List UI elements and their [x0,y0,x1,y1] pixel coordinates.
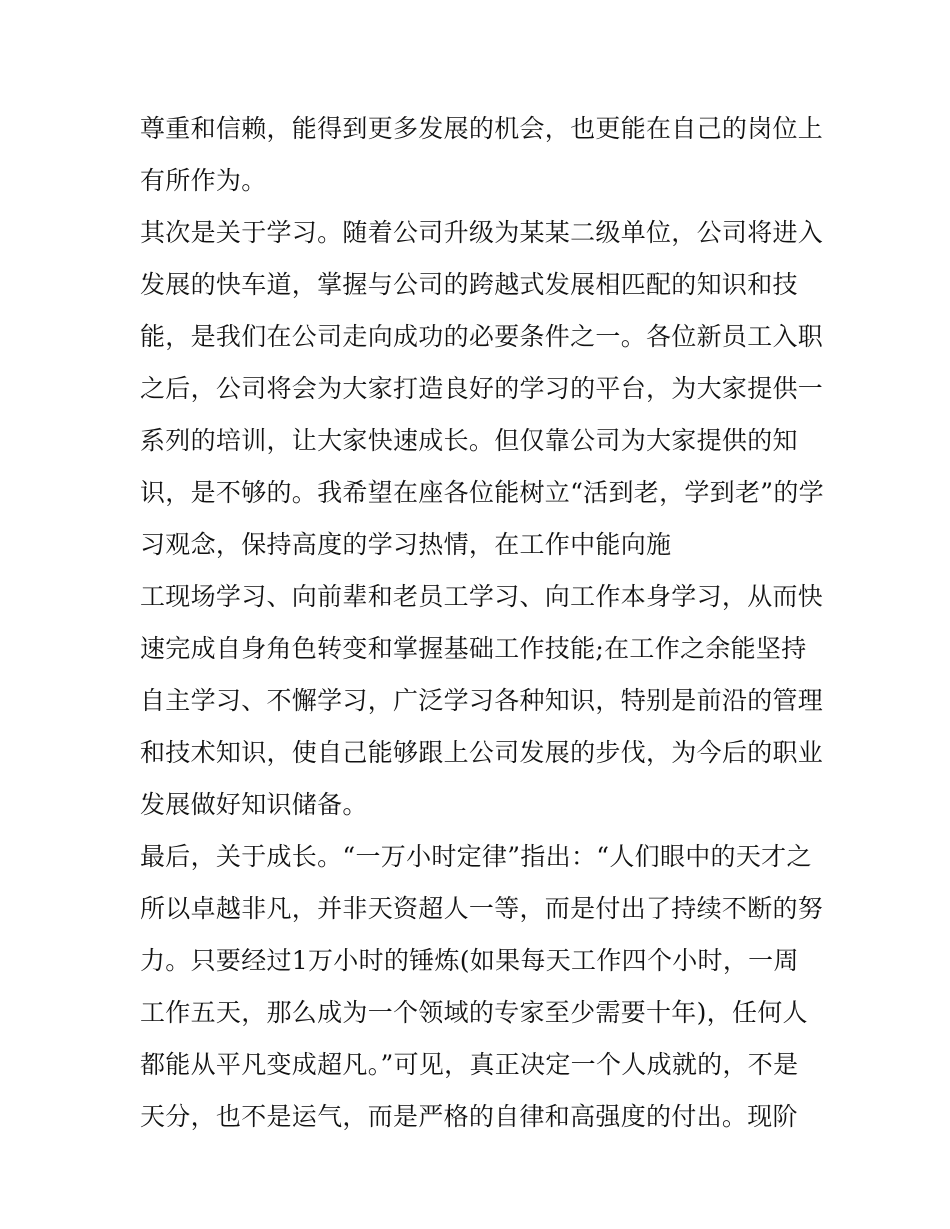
text-line: 之后，公司将会为大家打造良好的学习的平台，为大家提供一 [140,374,824,403]
body-text [140,103,824,1143]
text-line: 都能从平凡变成超凡。”可见，真正决定一个人成就的，不是 [140,1050,799,1079]
text-line: 工现场学习、向前辈和老员工学习、向工作本身学习，从而快 [140,582,824,611]
text-line: 天分，也不是运气，而是严格的自律和高强度的付出。现阶 [140,1102,798,1131]
text-line: 速完成自身角色转变和掌握基础工作技能;在工作之余能坚持 [140,634,807,663]
text-line: 其次是关于学习。随着公司升级为某某二级单位，公司将进入 [140,218,824,247]
text-line: 工作五天，那么成为一个领域的专家至少需要十年)，任何人 [140,998,808,1027]
text-line: 识，是不够的。我希望在座各位能树立“活到老，学到老”的学 [140,478,824,507]
text-line: 自主学习、不懈学习，广泛学习各种知识，特别是前沿的管理 [140,686,824,715]
text-line: 发展的快车道，掌握与公司的跨越式发展相匹配的知识和技 [140,270,798,299]
text-line: 最后，关于成长。“一万小时定律”指出：“人们眼中的天才之 [140,842,812,871]
text-line: 力。只要经过1万小时的锤炼(如果每天工作四个小时，一周 [140,946,799,975]
text-line: 习观念，保持高度的学习热情，在工作中能向施 [140,530,672,559]
text-line: 能，是我们在公司走向成功的必要条件之一。各位新员工入职 [140,322,824,351]
text-line: 尊重和信赖，能得到更多发展的机会，也更能在自己的岗位上 [140,114,824,143]
text-line: 系列的培训，让大家快速成长。但仅靠公司为大家提供的知 [140,426,798,455]
text-line: 所以卓越非凡，并非天资超人一等，而是付出了持续不断的努 [140,894,824,923]
text-line: 有所作为。 [140,166,267,195]
text-line: 和技术知识，使自己能够跟上公司发展的步伐，为今后的职业 [140,738,824,767]
text-line: 发展做好知识储备。 [140,790,368,819]
